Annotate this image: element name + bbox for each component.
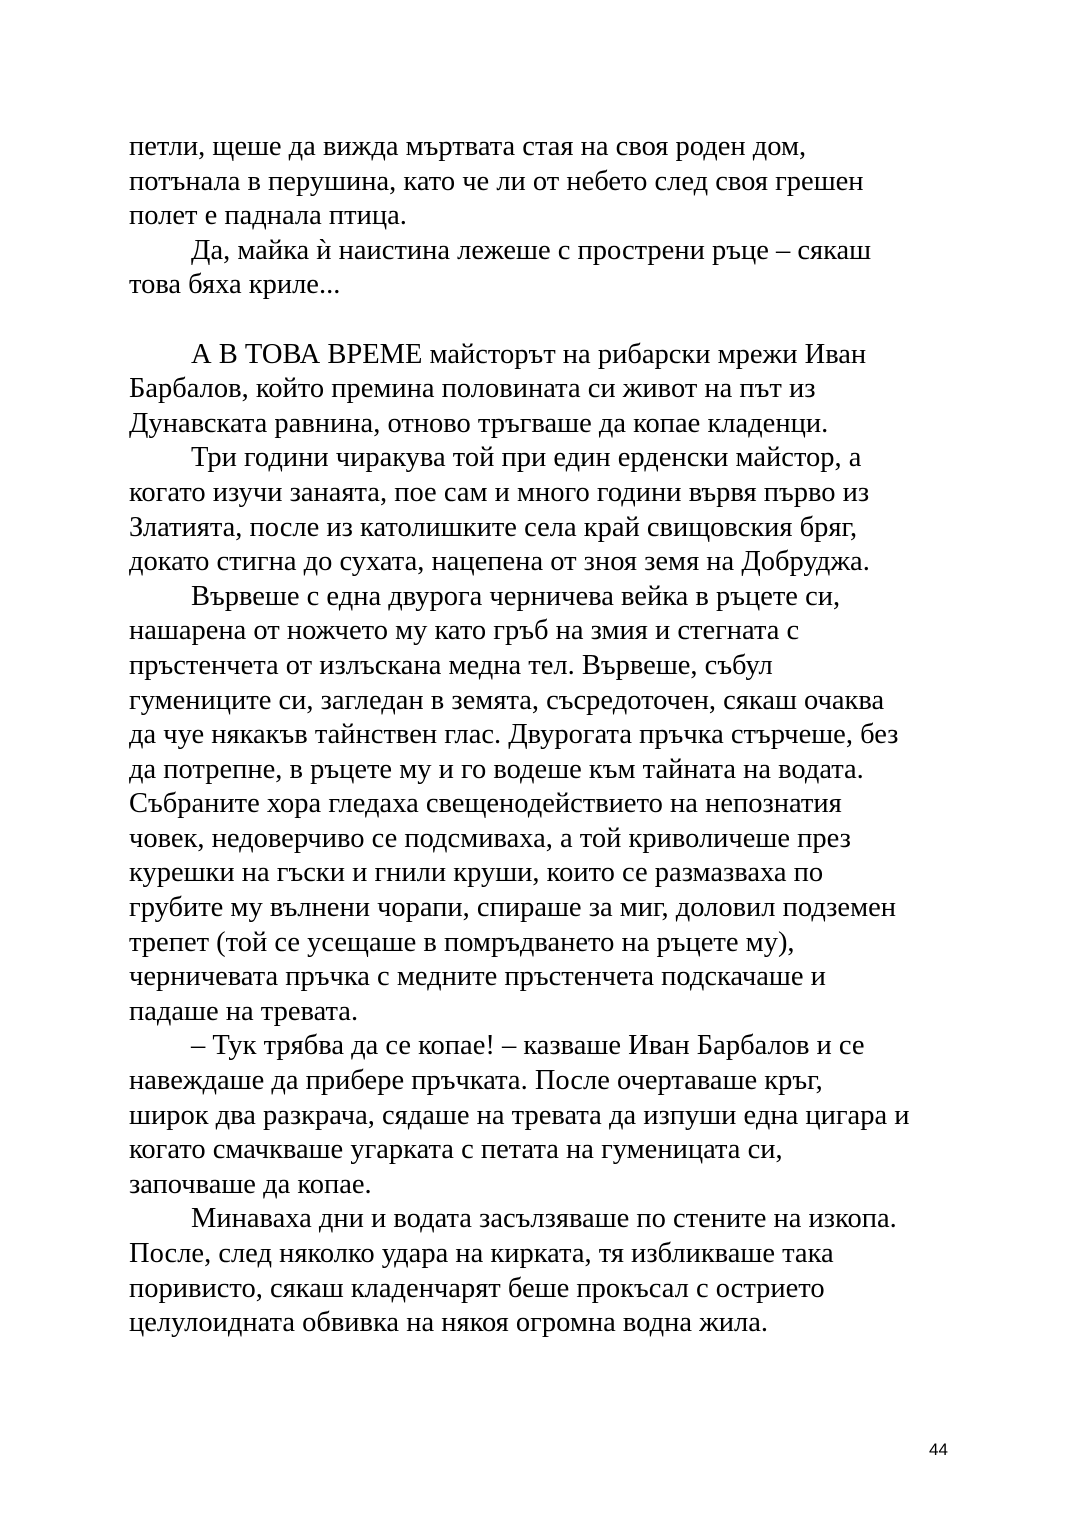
text-line: Три години чиракува той при един ерденски майстор, а <box>191 442 862 474</box>
text-line: това бяха криле... <box>129 269 341 301</box>
text-line: докато стигна до сухата, нацепена от зноя земя на Добруджа. <box>129 546 870 578</box>
text-line: Да, майка ѝ наистина лежеше с прострени ръце – сякаш <box>191 234 872 266</box>
text-line: широк два разкрача, сядаше на тревата да изпуши една цигара и <box>129 1099 910 1131</box>
text-line: Дунавската равнина, отново тръгваше да копае кладенци. <box>129 407 829 439</box>
text-line: пръстенчета от излъскана медна тел. Вървеше, събул <box>129 649 773 681</box>
text-line: черничевата пръчка с медните пръстенчета подскачаше и <box>129 961 826 993</box>
text-line: Минаваха дни и водата засълзяваше по стените на изкопа. <box>191 1203 897 1235</box>
text-line: поривисто, сякаш кладенчарят беше прокъсал с острието <box>129 1272 825 1304</box>
text-line: започваше да копае. <box>129 1168 372 1200</box>
text-line: Златията, после из католишките села край свищовския бряг, <box>129 511 858 543</box>
text-line: човек, недоверчиво се подсмиваха, а той криволичеше през <box>129 822 851 854</box>
text-line: Вървеше с една двурога черничева вейка в ръцете си, <box>191 580 841 612</box>
text-line: Барбалов, който премина половината си живот на път из <box>129 373 816 405</box>
text-line: целулоидната обвивка на някоя огромна водна жила. <box>129 1307 769 1339</box>
body-text <box>129 130 959 1341</box>
text-line: петли, щеше да вижда мъртвата стая на своя роден дом, <box>129 131 807 162</box>
blank-line <box>129 303 959 338</box>
text-line: когато смачкваше угарката с петата на гуменицата си, <box>129 1134 783 1166</box>
text-line: падаше на тревата. <box>129 995 359 1027</box>
text-line: гумениците си, загледан в земята, съсредоточен, сякаш очаква <box>129 684 885 716</box>
text-line: да чуе някакъв тайнствен глас. Двурогата пръчка стърчеше, без <box>129 719 899 751</box>
text-line: потънала в перушина, като че ли от небето след своя грешен <box>129 165 864 197</box>
text-line: полет е паднала птица. <box>129 200 407 232</box>
text-line: нашарена от ножчето му като гръб на змия и стегната с <box>129 615 800 647</box>
text-line: – Тук трябва да се копае! – казваше Иван Барбалов и се <box>191 1030 865 1062</box>
text-line: курешки на гъски и гнили круши, които се размазваха по <box>129 857 824 889</box>
text-line: После, след няколко удара на кирката, тя избликваше така <box>129 1238 834 1269</box>
page-number: 44 <box>929 1440 948 1459</box>
text-line: навеждаше да прибере пръчката. После очертаваше кръг, <box>129 1065 823 1097</box>
text-line: трепет (той се усещаше в помръдването на ръцете му), <box>129 926 795 958</box>
text-line: да потрепне, в ръцете му и го водеше към тайната на водата. <box>129 753 864 785</box>
text-line: А В ТОВА ВРЕМЕ майсторът на рибарски мрежи Иван <box>191 338 867 370</box>
text-line: грубите му вълнени чорапи, спираше за миг, доловил подземен <box>129 892 897 924</box>
text-line: когато изучи занаята, пое сам и много години вървя първо из <box>129 476 870 508</box>
text-line: Събраните хора гледаха свещенодействието на непознатия <box>129 788 842 820</box>
